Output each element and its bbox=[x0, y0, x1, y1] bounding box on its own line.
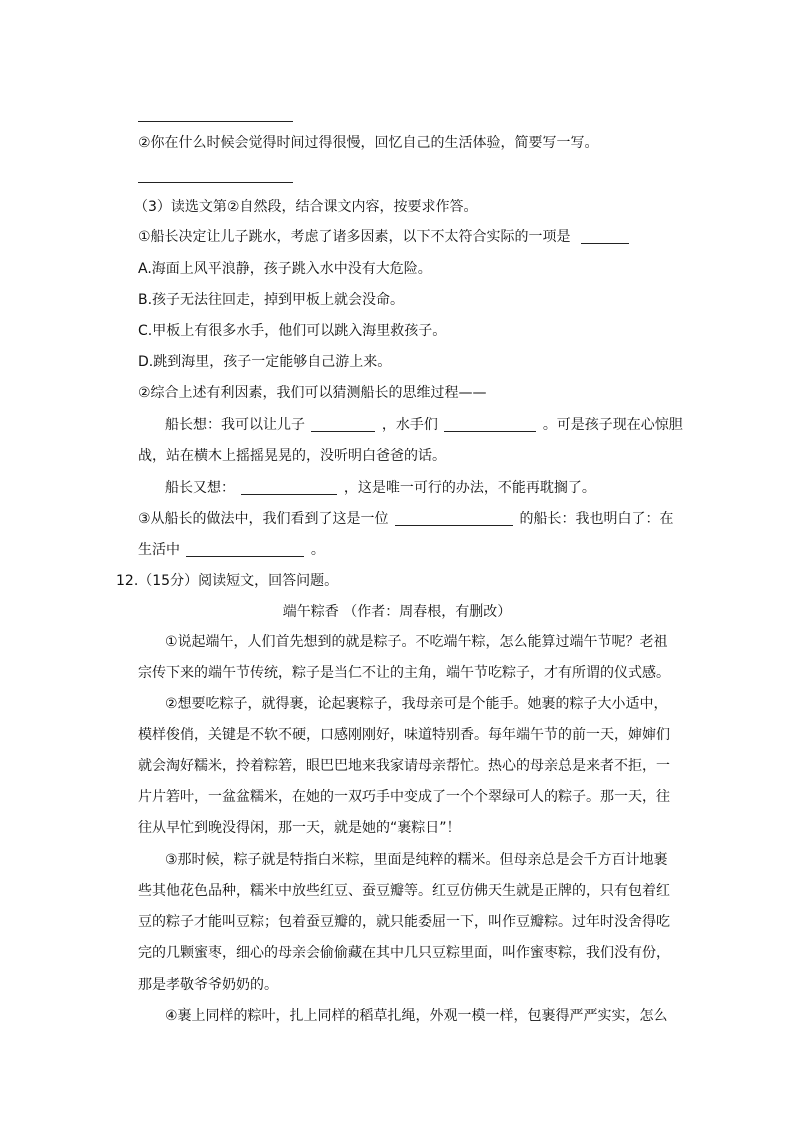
passage-line: 片片箬叶，一盆盆糯米，在她的一双巧手中变成了一个个翠绿可人的粽子。那一天，往 bbox=[138, 789, 670, 805]
answer-blank-captain-1[interactable] bbox=[311, 417, 375, 432]
part3-question3-d: 。 bbox=[310, 542, 325, 558]
part3-question3-c: 生活中 bbox=[138, 542, 180, 558]
captain-thought-1 bbox=[165, 415, 683, 435]
passage-line: 豆的粽子才能叫豆粽；包着蚕豆瓣的，就只能委屈一下，叫作豆瓣粽。过年时没舍得吃 bbox=[138, 914, 670, 930]
captain-thought-1-c: 。可是孩子现在心惊胆 bbox=[542, 417, 683, 433]
captain-thought-2-b: ，这是唯一可行的办法，不能再耽搁了。 bbox=[343, 480, 596, 496]
part3-question3-b: 的船长：我也明白了：在 bbox=[519, 511, 674, 527]
part2-item2: ②你在什么时候会觉得时间过得很慢，回忆自己的生活体验，简要写一写。 bbox=[138, 135, 599, 151]
answer-blank-captain-3[interactable] bbox=[241, 480, 337, 495]
captain-thought-1-cont: 战，站在横木上摇摇晃晃的，没听明白爸爸的话。 bbox=[138, 448, 446, 464]
passage-line: ①说起端午，人们首先想到的就是粽子。不吃端午粽，怎么能算过端午节呢？老祖 bbox=[165, 634, 668, 650]
passage-line: 完的几颗蜜枣，细心的母亲会偷偷藏在其中几只豆粽里面，叫作蜜枣粽，我们没有份， bbox=[138, 945, 670, 961]
passage-line: 宗传下来的端午节传统，粽子是当仁不让的主角，端午节吃粽子，才有所谓的仪式感。 bbox=[138, 665, 670, 681]
captain-thought-2-a: 船长又想： bbox=[165, 480, 235, 496]
passage-line: ④裹上同样的粽叶，扎上同样的稻草扎绳，外观一模一样，包裹得严严实实，怎么 bbox=[165, 1008, 668, 1024]
option-b: B.孩子无法往回走，掉到甲板上就会没命。 bbox=[138, 292, 405, 308]
part3-question3 bbox=[138, 509, 673, 529]
passage-line: ③那时候，粽子就是特指白米粽，里面是纯粹的糯米。但母亲总是会千方百计地裹 bbox=[165, 852, 668, 868]
part3-question1-text: ①船长决定让儿子跳水，考虑了诸多因素，以下不太符合实际的一项是 bbox=[138, 229, 571, 245]
option-a: A.海面上风平浪静，孩子跳入水中没有大危险。 bbox=[138, 261, 432, 277]
passage-line: 往从早忙到晚没得闲，那一天，就是她的“裹粽日”！ bbox=[138, 820, 461, 836]
answer-blank-q3-2[interactable] bbox=[186, 542, 304, 557]
passage-line: 些其他花色品种，糯米中放些红豆、蚕豆瓣等。红豆仿佛天生就是正牌的，只有包着红 bbox=[138, 883, 670, 899]
captain-thought-1-b: ，水手们 bbox=[381, 417, 438, 433]
part3-question2: ②综合上述有利因素，我们可以猜测船长的思维过程—— bbox=[138, 385, 487, 401]
question-12-header: 12.（15分）阅读短文，回答问题。 bbox=[116, 573, 339, 589]
answer-blank-q3-1[interactable] bbox=[395, 511, 513, 526]
passage-line: ②想要吃粽子，就得裹，论起裹粽子，我母亲可是个能手。她裹的粽子大小适中， bbox=[165, 696, 668, 712]
passage-title: 端午粽香 （作者：周春根，有删改） bbox=[282, 604, 512, 620]
answer-line-top bbox=[138, 121, 293, 122]
passage-line: 模样俊俏，关键是不软不硬，口感刚刚好，味道特别香。每年端午节的前一天，婶婶们 bbox=[138, 727, 670, 743]
option-c: C.甲板上有很多水手，他们可以跳入海里救孩子。 bbox=[138, 323, 447, 339]
answer-blank-q1[interactable] bbox=[581, 229, 629, 244]
option-d: D.跳到海里，孩子一定能够自己游上来。 bbox=[138, 354, 392, 370]
part3-question1 bbox=[138, 227, 629, 247]
part3-question3-cont bbox=[138, 540, 325, 560]
passage-line: 就会淘好糯米，拎着粽箬，眼巴巴地来我家请母亲帮忙。热心的母亲总是来者不拒，一 bbox=[138, 758, 670, 774]
passage-line: 那是孝敬爷爷奶奶的。 bbox=[138, 977, 278, 993]
answer-line-part2 bbox=[138, 182, 293, 183]
captain-thought-2 bbox=[165, 478, 596, 498]
captain-thought-1-a: 船长想：我可以让儿子 bbox=[165, 417, 305, 433]
part3-intro: （3）读选文第②自然段，结合课文内容，按要求作答。 bbox=[134, 199, 478, 215]
answer-blank-captain-2[interactable] bbox=[444, 417, 536, 432]
part3-question3-a: ③从船长的做法中，我们看到了这是一位 bbox=[138, 511, 389, 527]
